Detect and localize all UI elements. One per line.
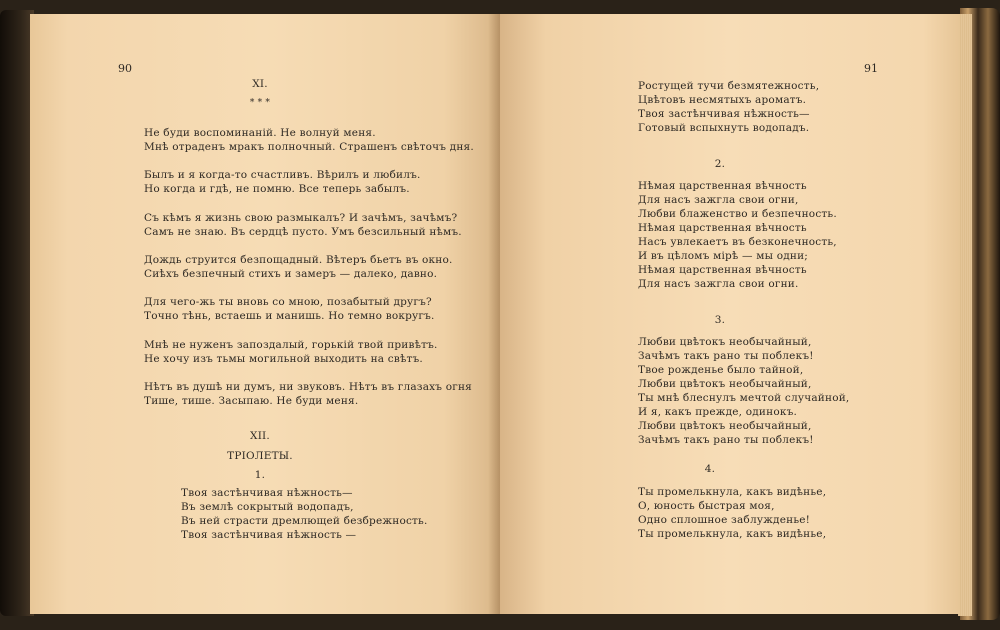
verse-line: Сиѣхъ безпечный стихъ и замеръ — далеко, давно.	[144, 268, 438, 280]
verse-line: Точно тѣнь, встаешь и манишь. Но темно вокругъ.	[144, 310, 435, 322]
verse-line: Ты мнѣ блеснулъ мечтой случайной,	[638, 392, 850, 404]
verse-line: Нѣмая царственная вѣчность	[638, 264, 807, 276]
ornament: * * *	[249, 98, 271, 108]
verse-line: Любви блаженство и безпечность.	[638, 208, 837, 220]
verse-line: Нѣмая царственная вѣчность	[638, 180, 807, 192]
verse-line: Цвѣтовъ несмятыхъ ароматъ.	[638, 94, 807, 106]
verse-line: Дождь струится безпощадный. Вѣтеръ бьетъ въ окно.	[144, 254, 453, 266]
right-page	[500, 14, 960, 614]
verse-line: Зачѣмъ такъ рано ты поблекъ!	[638, 350, 814, 362]
verse-line: Нѣмая царственная вѣчность	[638, 222, 807, 234]
verse-line: Для насъ зажгла свои огни,	[638, 194, 799, 206]
verse-line: И я, какъ прежде, одинокъ.	[638, 406, 798, 418]
poem-number: 1.	[254, 469, 266, 481]
section-subtitle: ТРІОЛЕТЫ.	[227, 450, 293, 462]
page-number: 91	[864, 62, 878, 75]
verse-line: Самъ не знаю. Въ сердцѣ пусто. Умъ безсильный нѣмъ.	[144, 226, 462, 238]
verse-line: Для чего-жь ты вновь со мною, позабытый другъ?	[144, 296, 432, 308]
verse-line: Одно сплошное заблужденье!	[638, 514, 811, 526]
page-number: 90	[118, 62, 132, 75]
verse-line: Любви цвѣтокъ необычайный,	[638, 420, 812, 432]
left-page	[30, 14, 500, 614]
poem-number: 2.	[714, 158, 726, 170]
verse-line: Любви цвѣтокъ необычайный,	[638, 336, 812, 348]
verse-line: Для насъ зажгла свои огни.	[638, 278, 799, 290]
verse-line: О, юность быстрая моя,	[638, 500, 775, 512]
book-cover-left	[0, 10, 34, 616]
verse-line: Но когда и гдѣ, не помню. Все теперь забылъ.	[144, 183, 410, 195]
verse-line: Мнѣ отраденъ мракъ полночный. Страшенъ свѣточъ дня.	[144, 141, 474, 153]
page-edges	[958, 14, 972, 616]
verse-line: Готовый вспыхнуть водопадъ.	[638, 122, 810, 134]
verse-line: И въ цѣломъ мірѣ — мы одни;	[638, 250, 809, 262]
verse-line: Не буди воспоминаній. Не волнуй меня.	[144, 127, 376, 139]
verse-line: Съ кѣмъ я жизнь свою размыкалъ? И зачѣмъ, зачѣмъ?	[144, 212, 458, 224]
verse-line: Ты промелькнула, какъ видѣнье,	[638, 486, 827, 498]
poem-number: 3.	[714, 314, 726, 326]
verse-line: Тише, тише. Засыпаю. Не буди меня.	[144, 395, 359, 407]
verse-line: Твоя застѣнчивая нѣжность—	[638, 108, 810, 120]
section-title: XI.	[252, 78, 268, 90]
verse-line: Былъ и я когда-то счастливъ. Вѣрилъ и любилъ.	[144, 169, 421, 181]
poem-number: 4.	[704, 463, 716, 475]
verse-line: Мнѣ не нуженъ запоздалый, горькій твой привѣтъ.	[144, 339, 438, 351]
verse-line: Въ землѣ сокрытый водопадъ,	[181, 501, 354, 513]
verse-line: Нѣтъ въ душѣ ни думъ, ни звуковъ. Нѣтъ въ глазахъ огня	[144, 381, 472, 393]
verse-line: Въ ней страсти дремлющей безбрежность.	[181, 515, 428, 527]
verse-line: Твое рожденье было тайной,	[638, 364, 804, 376]
verse-line: Ты промелькнула, какъ видѣнье,	[638, 528, 827, 540]
verse-line: Зачѣмъ такъ рано ты поблекъ!	[638, 434, 814, 446]
verse-line: Насъ увлекаетъ въ безконечность,	[638, 236, 837, 248]
section-title: XII.	[250, 430, 270, 442]
verse-line: Твоя застѣнчивая нѣжность —	[181, 529, 357, 541]
verse-line: Любви цвѣтокъ необычайный,	[638, 378, 812, 390]
verse-line: Ростущей тучи безмятежность,	[638, 80, 820, 92]
verse-line: Не хочу изъ тьмы могильной выходить на свѣтъ.	[144, 353, 423, 365]
verse-line: Твоя застѣнчивая нѣжность—	[181, 487, 353, 499]
